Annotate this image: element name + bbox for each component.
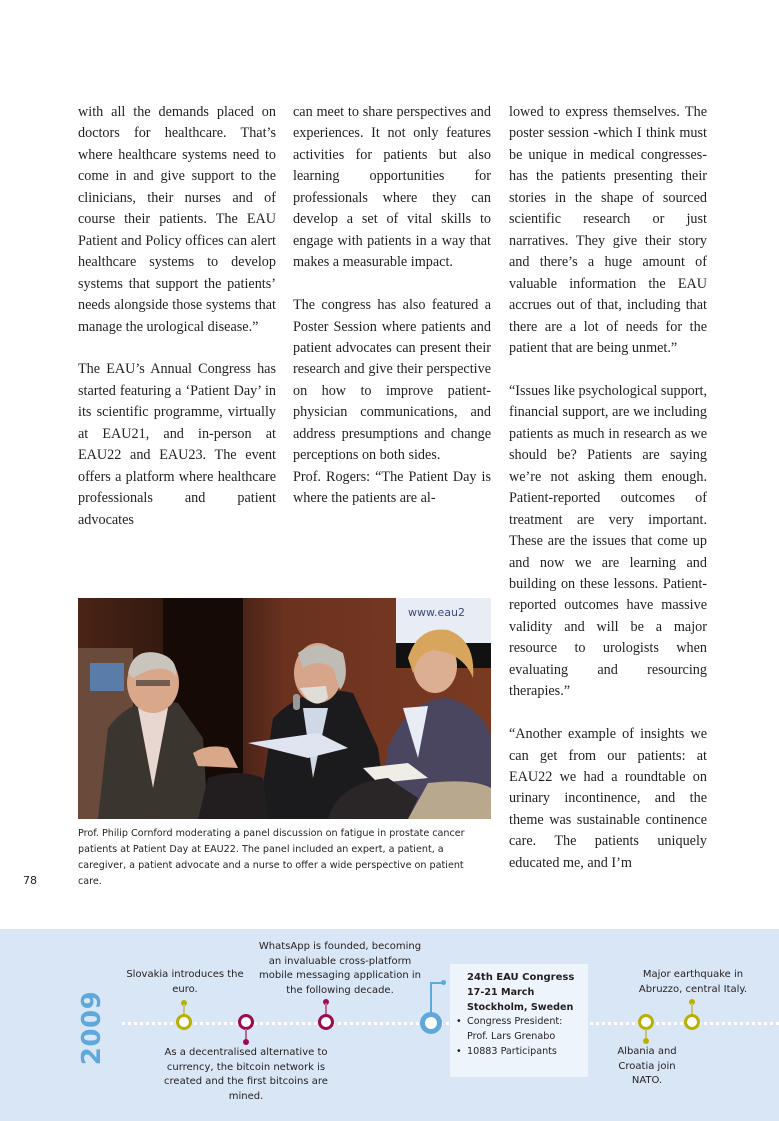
congress-location: Stockholm, Sweden	[467, 1001, 574, 1013]
event-dot-olive-icon	[638, 1014, 654, 1030]
congress-pin	[441, 980, 446, 985]
year-label: 2009	[77, 990, 107, 1066]
paragraph: Prof. Rogers: “The Patient Day is where the patients are al-	[293, 468, 491, 507]
timeline-year	[72, 990, 112, 1066]
event-albania-croatia-nato: Albania and Croatia join NATO.	[617, 1046, 677, 1086]
event-abruzzo-earthquake: Major earthquake in Abruzzo, central Italy.	[638, 969, 748, 995]
event-pin	[643, 1038, 649, 1044]
congress-president: • Congress President: Prof. Lars Grenabo	[456, 1015, 580, 1045]
photo-illustration	[78, 598, 491, 819]
article-column-1	[78, 102, 276, 531]
congress-info-box	[450, 964, 588, 1077]
paragraph: “Another example of insights we can get from our patients: at EAU22 we had a roundtable on urinary incontinence, and the theme was sustainable continence care. The patients uniquely educated me, and I’m	[509, 726, 707, 871]
event-dot-olive-icon	[684, 1014, 700, 1030]
article-column-2	[293, 102, 491, 510]
congress-title: 24th EAU Congress	[467, 972, 575, 983]
congress-stem	[430, 982, 432, 1016]
event-dot-olive-icon	[176, 1014, 192, 1030]
photo-caption: Prof. Philip Cornford moderating a panel discussion on fatigue in prostate cancer patients at Patient Day at EAU22. The panel included an expert, a patient, a caregiver, a patient advocate and a nurse to offer a wide perspective on patient care.	[78, 828, 465, 887]
congress-participants: • 10883 Participants	[456, 1045, 580, 1060]
svg-text:www.eau2: www.eau2	[408, 606, 465, 619]
event-dot-magenta-icon	[318, 1014, 334, 1030]
article-column-3	[509, 102, 707, 874]
event-slovakia-euro: Slovakia introduces the euro.	[126, 969, 244, 995]
event-dot-magenta-icon	[238, 1014, 254, 1030]
paragraph: with all the demands placed on doctors for healthcare. That’s where healthcare systems need to come in and give support to the clinicians, their nurses and of course their patients. The EAU Patient and Policy offices can alert healthcare systems to develop systems that support the patients’ needs alongside those systems that manage the urological disease.”	[78, 104, 276, 335]
paragraph: The congress has also featured a Poster Session where patients and patient advocates can present their research and give their perspective on how to improve patient-physician communications, and address presumptions and change perceptions on both sides.	[293, 297, 491, 464]
page-number: 78	[23, 874, 37, 887]
congress-dates: 17-21 March	[467, 986, 535, 998]
congress-facts	[456, 1015, 580, 1059]
timeline-2009	[0, 929, 779, 1121]
paragraph: The EAU’s Annual Congress has started featuring a ‘Patient Day’ in its scientific programme, virtually at EAU21, and in-person at EAU22 and EAU23. The event offers a platform where healthcare professionals and patient advocates	[78, 361, 276, 528]
panel-discussion-photo	[78, 598, 491, 819]
paragraph: lowed to express themselves. The poster session -which I think must be unique in medical congresses- has the patients presenting their stories in the shape of sourced scientific research or just narratives. They give their story and there’s a huge amount of valuable information the EAU accrues out of that, including that there are a lot of needs for the patient that are being unmet.”	[509, 104, 707, 356]
event-pin	[243, 1039, 249, 1045]
event-whatsapp: WhatsApp is founded, becoming an invaluable cross-platform mobile messaging application in the following decade.	[258, 941, 422, 996]
paragraph: can meet to share perspectives and experiences. It not only features activities for patients but also learning opportunities for professionals where they can develop a set of vital skills to engage with patients in a way that makes a measurable impact.	[293, 104, 491, 271]
event-bitcoin: As a decentralised alternative to currency, the bitcoin network is created and the first bitcoins are mined.	[164, 1047, 328, 1102]
paragraph: “Issues like psychological support, financial support, are we including patients as much in research as we should be? Patients are saying we’re not asking them enough. Patient-reported outcomes of treatment are very important. These are the issues that come up and now we are learning and building on these lessons. Patient-reported outcomes have massive validity and will be a major resource to urologists when evaluating and resourcing therapies.”	[509, 382, 707, 700]
event-dot-congress-icon	[420, 1012, 442, 1034]
